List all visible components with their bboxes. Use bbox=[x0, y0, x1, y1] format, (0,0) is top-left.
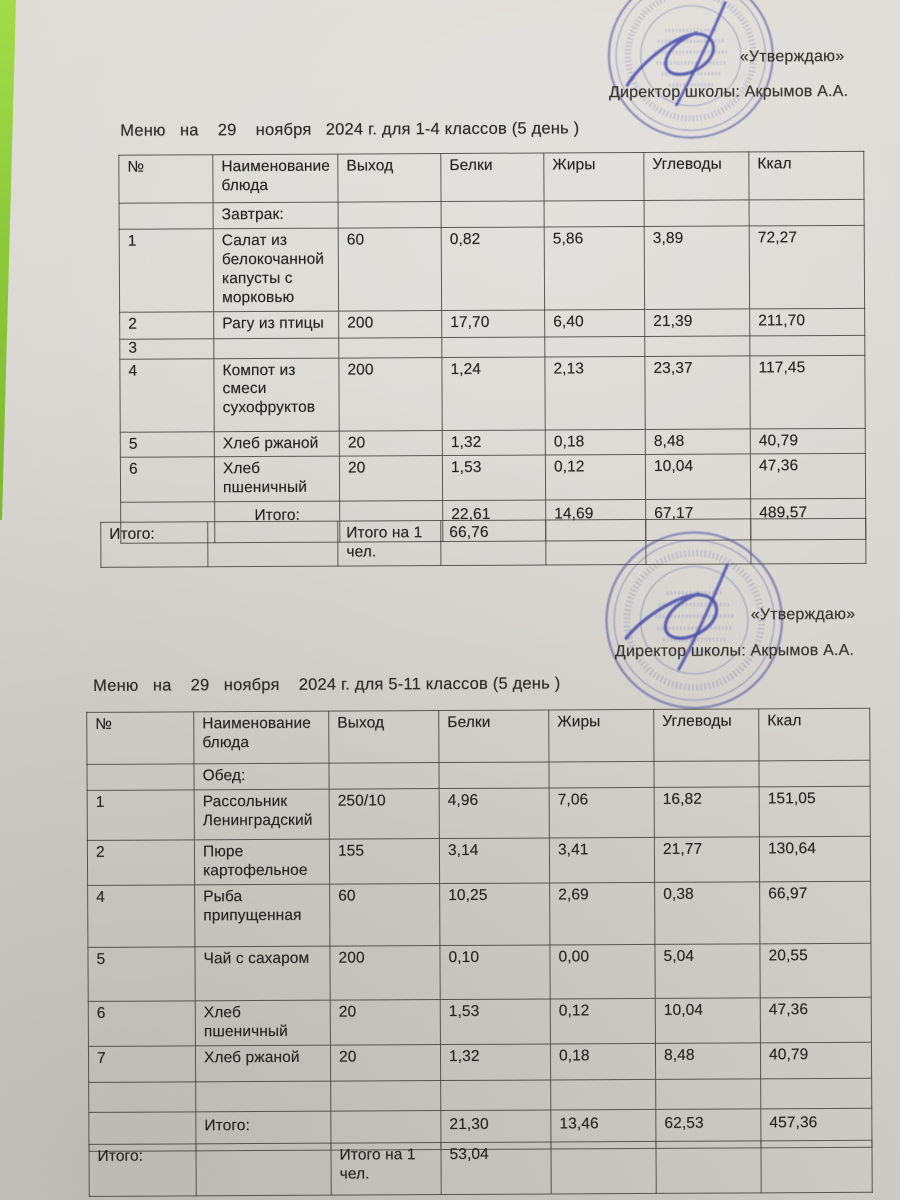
table-cell bbox=[750, 335, 865, 356]
table-cell: 2,69 bbox=[550, 882, 655, 945]
table-cell bbox=[759, 760, 870, 786]
column-header: Жиры bbox=[549, 709, 654, 762]
table-cell: 20 bbox=[339, 456, 442, 501]
table-cell: 200 bbox=[339, 357, 442, 431]
column-header: Углеводы bbox=[654, 709, 759, 762]
table-cell bbox=[441, 1080, 551, 1111]
table-cell: 4 bbox=[120, 358, 214, 431]
column-header: № bbox=[119, 155, 213, 203]
subtotal-kkal: 489,57 bbox=[751, 499, 866, 541]
table-cell bbox=[87, 764, 194, 790]
table-cell bbox=[214, 338, 339, 359]
table-cell: Рагу из птицы bbox=[214, 311, 339, 339]
table-cell: 5 bbox=[88, 947, 195, 1002]
per-person-value: 66,76 bbox=[441, 520, 546, 565]
table-cell bbox=[442, 337, 545, 357]
table-cell: 3,14 bbox=[439, 838, 549, 883]
table-cell: 72,27 bbox=[749, 225, 864, 308]
table-cell: 2 bbox=[87, 840, 194, 885]
approve-label: «Утверждаю» bbox=[739, 47, 845, 66]
menu1-header bbox=[119, 151, 864, 203]
per-person-value: 53,04 bbox=[441, 1142, 551, 1195]
director-label: Директор школы: Акрымов А.А. bbox=[614, 641, 855, 661]
table-row bbox=[88, 943, 871, 1001]
table-cell: 16,82 bbox=[654, 787, 759, 838]
table-cell bbox=[208, 521, 338, 566]
menu2-total-table bbox=[88, 1140, 872, 1197]
table-cell: 5 bbox=[120, 431, 214, 457]
table-cell: Рассольник Ленинградский bbox=[194, 789, 329, 840]
table-cell bbox=[439, 762, 549, 788]
menu1-body bbox=[119, 199, 866, 502]
table-cell: 17,70 bbox=[442, 310, 545, 338]
table-cell bbox=[654, 761, 759, 787]
table-row bbox=[87, 836, 870, 885]
column-header: Наименование блюда bbox=[213, 154, 338, 203]
table-cell: Компот из смеси сухофруктов bbox=[214, 358, 339, 432]
per-person-label: Итого на 1 чел. bbox=[338, 521, 441, 566]
table-row bbox=[88, 881, 871, 947]
table-row bbox=[88, 1042, 871, 1082]
table-row bbox=[119, 225, 864, 312]
column-header: Ккал bbox=[749, 151, 864, 200]
table-cell: 8,48 bbox=[655, 1043, 760, 1080]
subtotal-zhiry: 14,69 bbox=[546, 500, 646, 542]
table-cell: 10,25 bbox=[440, 883, 550, 946]
table-row bbox=[120, 454, 865, 503]
column-header: Белки bbox=[441, 153, 544, 202]
table-row bbox=[120, 428, 865, 458]
menu1-table bbox=[118, 151, 866, 544]
table-cell: 40,79 bbox=[760, 1042, 871, 1079]
table-cell bbox=[551, 1141, 656, 1194]
table-cell: 0,12 bbox=[550, 998, 655, 1044]
table-row bbox=[87, 760, 870, 790]
header-row bbox=[119, 151, 864, 203]
column-header: Выход bbox=[329, 711, 439, 764]
table-cell bbox=[331, 1080, 441, 1111]
table-cell: 0,18 bbox=[550, 1043, 655, 1080]
table-cell: Завтрак: bbox=[213, 202, 338, 229]
round-school-stamp-icon bbox=[599, 0, 782, 147]
table-cell: 21,39 bbox=[645, 309, 750, 337]
table-cell: 47,36 bbox=[760, 997, 871, 1043]
table-cell bbox=[549, 761, 654, 787]
table-cell: 47,36 bbox=[750, 454, 865, 499]
table-cell: 155 bbox=[329, 838, 439, 883]
approve-label: «Утверждаю» bbox=[750, 605, 856, 624]
table-cell bbox=[656, 1079, 761, 1110]
table-cell: 1,32 bbox=[440, 1044, 550, 1081]
table-cell: 1,32 bbox=[442, 430, 545, 456]
column-header: Ккал bbox=[759, 708, 870, 761]
table-cell: 20,55 bbox=[760, 943, 871, 998]
table-cell: Хлеб пшеничный bbox=[195, 1000, 330, 1046]
table-cell bbox=[645, 336, 750, 356]
subtotal-uglevody: 62,53 bbox=[656, 1109, 761, 1149]
table-cell bbox=[544, 200, 644, 227]
table-cell: 4,96 bbox=[439, 788, 549, 839]
table-cell: 40,79 bbox=[750, 428, 865, 455]
table-cell: 211,70 bbox=[750, 308, 865, 336]
subtotal-kkal: 457,36 bbox=[761, 1108, 872, 1148]
table-row bbox=[89, 1078, 872, 1112]
table-cell: 0,18 bbox=[545, 429, 645, 455]
column-header: Углеводы bbox=[644, 152, 749, 201]
table-cell: 23,37 bbox=[645, 355, 750, 429]
table-cell: 20 bbox=[330, 999, 440, 1045]
table-cell: 3,89 bbox=[644, 226, 749, 309]
table-cell: 7,06 bbox=[549, 787, 654, 838]
table-row bbox=[119, 199, 864, 229]
subtotal-belki: 21,30 bbox=[441, 1110, 551, 1150]
table-cell: 7 bbox=[88, 1046, 195, 1083]
table-cell: 10,04 bbox=[655, 998, 760, 1044]
subtotal-uglevody: 67,17 bbox=[646, 499, 751, 541]
table-cell: Хлеб ржаной bbox=[195, 1045, 330, 1082]
total-row bbox=[89, 1140, 872, 1196]
menu2-header bbox=[87, 708, 870, 764]
table-row bbox=[88, 997, 871, 1046]
menu2-body bbox=[87, 760, 872, 1112]
table-row bbox=[87, 786, 870, 840]
table-row bbox=[120, 355, 865, 432]
table-cell: Рыба припущенная bbox=[195, 884, 330, 947]
column-header: Белки bbox=[439, 710, 549, 763]
table-cell: Хлеб ржаной bbox=[214, 431, 339, 458]
table-cell bbox=[441, 201, 544, 228]
table-cell: Хлеб пшеничный bbox=[214, 457, 339, 502]
table-cell: 60 bbox=[338, 228, 441, 311]
table-cell bbox=[89, 1082, 196, 1113]
table-cell: 20 bbox=[339, 430, 442, 456]
table-cell: 3 bbox=[120, 338, 214, 358]
table-cell: 21,77 bbox=[654, 837, 759, 882]
table-cell: Обед: bbox=[194, 763, 329, 790]
table-cell: 200 bbox=[330, 945, 440, 1000]
table-cell: 5,04 bbox=[655, 944, 760, 999]
table-cell: Салат из белокочанной капусты с морковью bbox=[213, 228, 338, 311]
table-cell: 1,53 bbox=[440, 999, 550, 1045]
table-cell: 1,53 bbox=[442, 455, 545, 500]
table-cell: 0,12 bbox=[545, 455, 645, 500]
table-cell: 6 bbox=[120, 457, 214, 502]
table-cell: 8,48 bbox=[645, 428, 750, 454]
per-person-label: Итого на 1 чел. bbox=[331, 1143, 441, 1196]
table-cell bbox=[338, 202, 441, 229]
table-cell bbox=[644, 200, 749, 227]
table-cell bbox=[545, 336, 645, 356]
table-cell: 10,04 bbox=[645, 454, 750, 499]
table-cell: 1 bbox=[119, 229, 213, 312]
table-cell bbox=[761, 1078, 872, 1109]
table-cell: 3,41 bbox=[549, 837, 654, 882]
table-cell: 6 bbox=[88, 1001, 195, 1047]
menu2-title: Меню на 29 ноября 2024 г. для 5-11 классов (5 день ) bbox=[93, 674, 561, 695]
table-cell: 151,05 bbox=[759, 786, 870, 837]
column-header: Жиры bbox=[544, 152, 644, 201]
table-cell: 2,13 bbox=[545, 356, 645, 430]
table-cell: Чай с сахаром bbox=[195, 946, 330, 1001]
table-cell: 0,38 bbox=[655, 882, 760, 945]
table-row bbox=[120, 308, 865, 339]
table-cell: 0,00 bbox=[550, 944, 655, 999]
table-cell: 0,82 bbox=[441, 227, 544, 310]
total-label: Итого: bbox=[89, 1144, 196, 1197]
subtotal-label: Итого: bbox=[215, 501, 340, 543]
total-label: Итого: bbox=[101, 522, 208, 567]
table-cell: 60 bbox=[330, 883, 440, 946]
table-cell: 20 bbox=[330, 1044, 440, 1081]
table-cell bbox=[761, 1140, 872, 1193]
header-row bbox=[87, 708, 870, 764]
director-label: Директор школы: Акрымов А.А. bbox=[608, 82, 849, 102]
menu2-table bbox=[86, 708, 872, 1152]
table-cell: 117,45 bbox=[750, 355, 865, 429]
table-cell: 200 bbox=[339, 310, 442, 338]
table-cell: 130,64 bbox=[759, 836, 870, 881]
column-header: Выход bbox=[338, 154, 441, 203]
subtotal-belki: 22,61 bbox=[443, 500, 546, 542]
menu1-title: Меню на 29 ноября 2024 г. для 1-4 классов (5 день ) bbox=[120, 119, 580, 140]
table-cell: 6,40 bbox=[545, 309, 645, 337]
table-cell bbox=[329, 763, 439, 789]
table-cell: 0,10 bbox=[440, 945, 550, 1000]
table-cell: 66,97 bbox=[760, 881, 871, 944]
table-cell bbox=[339, 337, 442, 357]
table-cell bbox=[656, 1141, 761, 1194]
table-cell bbox=[196, 1081, 331, 1112]
table-cell: 5,86 bbox=[544, 226, 644, 309]
table-cell: 2 bbox=[120, 311, 214, 338]
table-cell: 1,24 bbox=[442, 357, 545, 431]
subtotal-zhiry: 13,46 bbox=[551, 1109, 656, 1149]
table-cell bbox=[196, 1143, 331, 1196]
table-cell: 250/10 bbox=[329, 788, 439, 839]
table-cell bbox=[749, 199, 864, 226]
table-cell: 1 bbox=[87, 790, 194, 841]
table-cell: Пюре картофельное bbox=[194, 839, 329, 885]
subtotal-label: Итого: bbox=[196, 1111, 331, 1151]
column-header: № bbox=[87, 712, 194, 765]
table-cell bbox=[551, 1079, 656, 1110]
column-header: Наименование блюда bbox=[194, 711, 329, 764]
table-cell bbox=[119, 203, 213, 229]
table-cell: 4 bbox=[88, 885, 195, 948]
